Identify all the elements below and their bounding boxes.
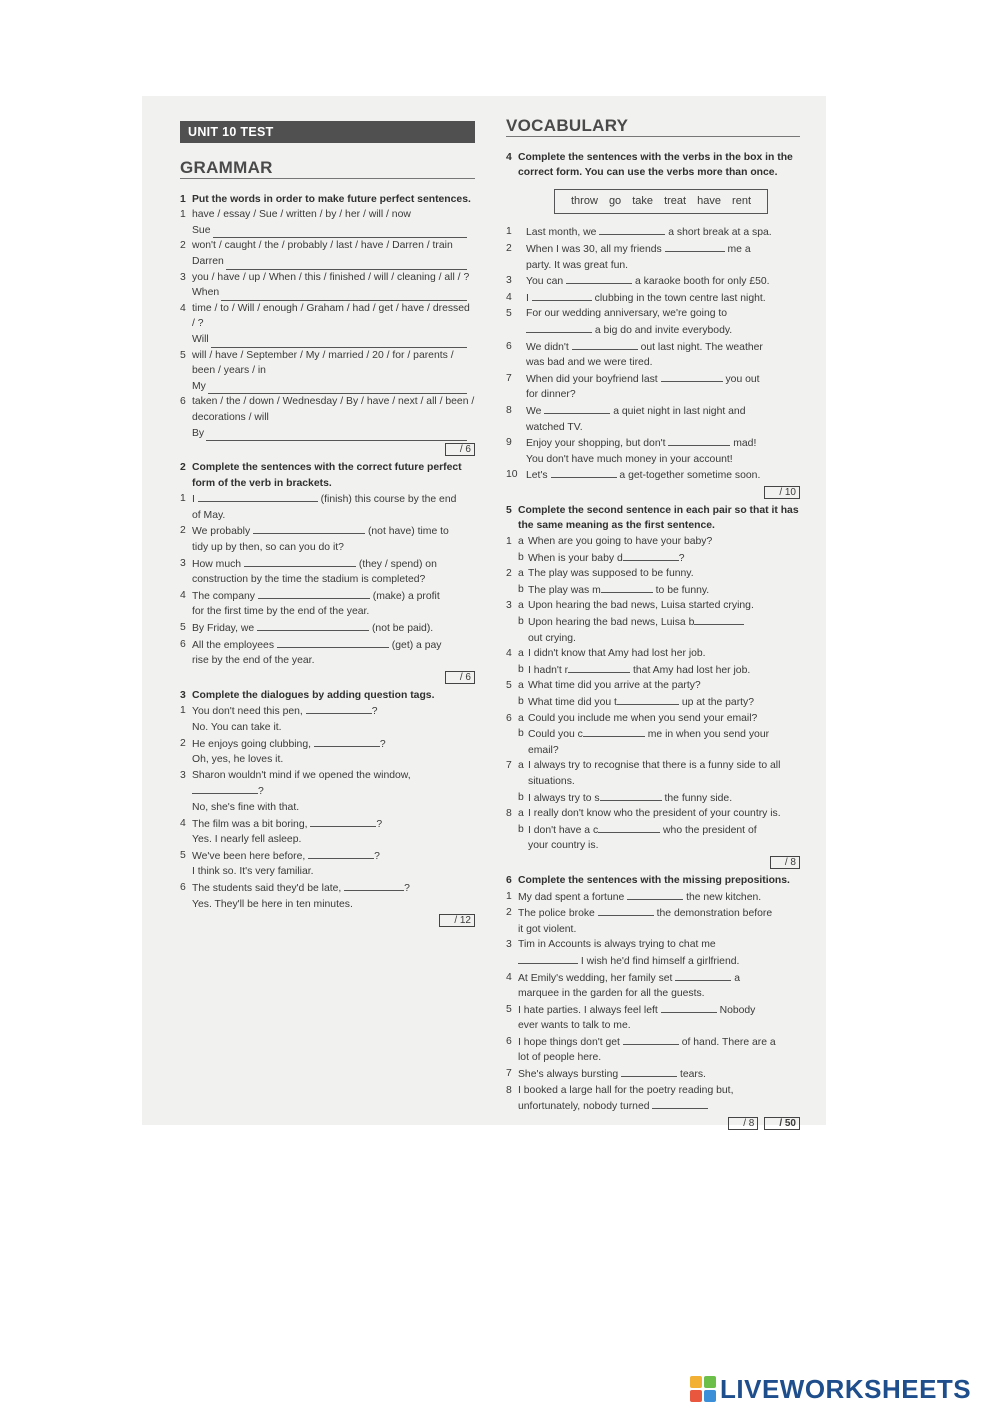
- answer-blank[interactable]: [627, 889, 683, 900]
- list-subitem: b The play was m to be funny.: [518, 583, 710, 596]
- answer-blank[interactable]: [621, 1066, 677, 1077]
- exercise-1-items: [180, 207, 475, 441]
- answer-blank[interactable]: [572, 339, 638, 350]
- logo-mark-icon: [690, 1376, 716, 1402]
- answer-blank[interactable]: [314, 736, 380, 747]
- reply-text: No. You can take it.: [192, 722, 282, 733]
- exercise-4-title: 4 Complete the sentences with the verbs in the box in the correct form. You can use the verbs more than once.: [506, 151, 793, 179]
- list-item: 6 We didn't out last night. The weather: [506, 340, 763, 353]
- answer-blank[interactable]: [661, 1002, 717, 1013]
- left-column: [180, 121, 475, 930]
- exercise-4-items: [506, 224, 800, 484]
- list-item: 2 The police broke the demonstration before: [506, 907, 773, 920]
- answer-blank[interactable]: [551, 467, 617, 478]
- continuation-text: lot of people here.: [518, 1052, 602, 1064]
- list-item: 2 won't / caught / the / probably / last / have / Darren / train: [180, 240, 453, 252]
- answer-line[interactable]: Sue: [180, 223, 475, 239]
- score-box: / 6: [180, 443, 475, 456]
- list-subitem: b Could you c me in when you send your: [518, 728, 770, 741]
- answer-blank[interactable]: [526, 322, 592, 333]
- answer-blank[interactable]: [532, 290, 592, 301]
- answer-line[interactable]: When: [180, 285, 475, 301]
- score-box: / 12: [180, 914, 475, 927]
- reply-text: I think so. It's very familiar.: [192, 866, 314, 878]
- list-item: 6 taken / the / down / Wednesday / By / have / next / all / been / decorations / will: [180, 396, 475, 423]
- list-item: 6 a Could you include me when you send your email?: [506, 712, 758, 724]
- list-subitem: b I don't have a c who the president of: [518, 823, 757, 836]
- list-item: 5 For our wedding anniversary, we're going to: [506, 308, 728, 320]
- list-item: 4 The film was a bit boring, ?: [180, 817, 383, 830]
- continuation-text: of May.: [192, 509, 226, 521]
- answer-blank[interactable]: [599, 224, 665, 235]
- list-item: 5 a What time did you arrive at the party?: [506, 680, 701, 692]
- exercise-2-items: [180, 491, 475, 669]
- continuation-text: party. It was great fun.: [526, 259, 629, 271]
- list-subitem: b Upon hearing the bad news, Luisa b: [506, 614, 800, 631]
- list-item: 5 We've been here before, ?: [180, 849, 380, 862]
- answer-blank[interactable]: [598, 905, 654, 916]
- list-item: 10 Let's a get-together sometime soon.: [506, 469, 761, 482]
- unit-title: UNIT 10 TEST: [180, 121, 475, 143]
- answer-blank[interactable]: [566, 273, 632, 284]
- score-box: / 8 / 50: [506, 1117, 800, 1130]
- list-item: 5 I hate parties. I always feel left Nobody: [506, 1003, 756, 1016]
- list-item: 7 When did your boyfriend last you out: [506, 372, 760, 385]
- exercise-6-title: 6 Complete the sentences with the missing prepositions.: [506, 874, 790, 886]
- list-item: 1 a When are you going to have your baby?: [506, 536, 713, 548]
- reply-text: Oh, yes, he loves it.: [192, 754, 284, 766]
- list-item: 2 a The play was supposed to be funny.: [506, 568, 694, 580]
- list-item: 2 He enjoys going clubbing, ?: [180, 737, 386, 750]
- grammar-title: GRAMMAR: [180, 160, 475, 179]
- exercise-5-items: [506, 534, 800, 854]
- answer-blank[interactable]: [310, 816, 376, 827]
- vocabulary-title: VOCABULARY: [506, 118, 800, 137]
- continuation-text: construction by the time the stadium is completed?: [192, 574, 426, 586]
- answer-blank[interactable]: [258, 588, 370, 599]
- answer-blank[interactable]: [668, 435, 730, 446]
- continuation-text: your country is.: [528, 840, 599, 852]
- list-item: 3 Tim in Accounts is always trying to chat me: [506, 939, 716, 951]
- continuation-text: marquee in the garden for all the guests.: [518, 988, 705, 1000]
- logo-text: LIVEWORKSHEETS: [720, 1373, 972, 1404]
- answer-blank[interactable]: [661, 371, 723, 382]
- exercise-3-items: [180, 703, 475, 912]
- list-item: 5 By Friday, we (not be paid).: [180, 622, 434, 635]
- logo-square-3: [690, 1390, 702, 1402]
- score-box: / 6: [180, 671, 475, 684]
- continuation-text: was bad and we were tired.: [526, 357, 653, 369]
- list-item: 3 you / have / up / When / this / finished / will / cleaning / all / ?: [180, 271, 470, 283]
- verb-box: throw go take treat have rent: [554, 189, 768, 215]
- answer-line[interactable]: My: [180, 379, 475, 395]
- answer-blank[interactable]: [600, 790, 662, 801]
- answer-blank[interactable]: [308, 848, 374, 859]
- answer-blank[interactable]: [623, 550, 679, 561]
- list-item: 7 She's always bursting tears.: [506, 1068, 706, 1081]
- continuation-text: for dinner?: [526, 389, 576, 401]
- continuation-text: email?: [528, 744, 559, 756]
- answer-blank[interactable]: [257, 620, 369, 631]
- reply-text: Yes. They'll be here in ten minutes.: [192, 898, 353, 910]
- answer-blank[interactable]: [623, 1034, 679, 1045]
- answer-blank[interactable]: [544, 403, 610, 414]
- list-item: 3 Sharon wouldn't mind if we opened the window,: [180, 769, 411, 781]
- list-item: 9 Enjoy your shopping, but don't mad!: [506, 437, 757, 450]
- continuation-text: I wish he'd find himself a girlfriend.: [506, 953, 800, 970]
- continuation-text: tidy up by then, so can you do it?: [192, 542, 344, 554]
- answer-blank[interactable]: [277, 637, 389, 648]
- exercise-6-items: [506, 889, 800, 1115]
- score-box: / 8: [506, 856, 800, 869]
- answer-blank[interactable]: [244, 556, 356, 567]
- answer-blank[interactable]: [652, 1098, 708, 1109]
- list-item: 6 All the employees (get) a pay: [180, 638, 442, 651]
- answer-line[interactable]: Will: [180, 332, 475, 348]
- continuation-text: rise by the end of the year.: [192, 655, 315, 667]
- list-item: 4 The company (make) a profit: [180, 589, 440, 602]
- answer-blank[interactable]: [568, 662, 630, 673]
- answer-blank[interactable]: [598, 822, 660, 833]
- list-item: 1 Last month, we a short break at a spa.: [506, 226, 772, 239]
- list-item: 3 You can a karaoke booth for only £50.: [506, 275, 770, 288]
- continuation-text: a big do and invite everybody.: [506, 322, 800, 339]
- list-item: 8 a I really don't know who the president of your country is.: [506, 808, 781, 820]
- list-item: 2 We probably (not have) time to: [180, 525, 449, 538]
- answer-line[interactable]: By: [180, 426, 475, 442]
- answer-blank[interactable]: [665, 241, 725, 252]
- list-item: 1 have / essay / Sue / written / by / her / will / now: [180, 209, 411, 221]
- answer-blank[interactable]: [583, 726, 645, 737]
- list-item: 4 I clubbing in the town centre last night.: [506, 291, 766, 304]
- exercise-5-title: 5 Complete the second sentence in each pair so that it has the same meaning as the first sentence.: [506, 504, 799, 532]
- logo-square-4: [704, 1390, 716, 1402]
- score-box: / 10: [506, 486, 800, 499]
- continuation-text: for the first time by the end of the year.: [192, 606, 370, 618]
- answer-blank[interactable]: [675, 970, 731, 981]
- list-item: 3 a Upon hearing the bad news, Luisa started crying.: [506, 600, 754, 612]
- list-item: 4 At Emily's wedding, her family set a: [506, 971, 740, 984]
- list-item: 8 I booked a large hall for the poetry reading but,: [506, 1084, 734, 1096]
- liveworksheets-logo: [690, 1374, 971, 1404]
- list-item: 8 We a quiet night in last night and: [506, 404, 746, 417]
- list-item: 5 will / have / September / My / married / 20 / for / parents / been / years / in: [180, 349, 454, 377]
- continuation-text: it got violent.: [518, 923, 577, 935]
- answer-blank[interactable]: [344, 880, 404, 891]
- total-score: / 50: [764, 1117, 800, 1130]
- list-item: 2 When I was 30, all my friends me a: [506, 242, 751, 255]
- exercise-3-title: 3 Complete the dialogues by adding question tags.: [180, 689, 435, 701]
- answer-blank[interactable]: [694, 614, 744, 625]
- exercise-2-title: 2 Complete the sentences with the correct future perfect form of the verb in brackets.: [180, 462, 462, 489]
- list-subitem: b I hadn't r that Amy had lost her job.: [518, 663, 751, 676]
- list-item: 1 I (finish) this course by the end: [180, 493, 457, 506]
- logo-square-1: [690, 1376, 702, 1388]
- list-subitem: b I always try to s the funny side.: [518, 791, 733, 804]
- continuation-text: You don't have much money in your account!: [526, 453, 733, 465]
- list-item: 6 The students said they'd be late, ?: [180, 881, 410, 894]
- right-column: [506, 118, 800, 1133]
- list-item: 6 I hope things don't get of hand. There are a: [506, 1035, 776, 1048]
- reply-text: No, she's fine with that.: [192, 801, 300, 813]
- reply-text: Yes. I nearly fell asleep.: [192, 834, 302, 846]
- answer-line[interactable]: Darren: [180, 254, 475, 270]
- answer-blank[interactable]: [198, 491, 318, 502]
- list-subitem: b When is your baby d ?: [518, 551, 685, 564]
- list-subitem: b What time did you t up at the party?: [518, 696, 755, 708]
- continuation-text: watched TV.: [526, 421, 583, 433]
- list-item: 3 How much (they / spend) on: [180, 557, 437, 570]
- answer-blank[interactable]: [253, 523, 365, 534]
- list-item: 4 a I didn't know that Amy had lost her job.: [506, 648, 706, 660]
- answer-blank[interactable]: [601, 582, 653, 593]
- answer-blank[interactable]: [518, 953, 578, 964]
- logo-square-2: [704, 1376, 716, 1388]
- continuation-text: unfortunately, nobody turned: [506, 1098, 800, 1115]
- list-item: 7 a I always try to recognise that there is a funny side to all situations.: [506, 760, 781, 787]
- list-item: 1 My dad spent a fortune the new kitchen.: [506, 890, 762, 903]
- continuation-text: ever wants to talk to me.: [518, 1020, 631, 1032]
- answer-blank[interactable]: [306, 703, 372, 714]
- list-item: 4 time / to / Will / enough / Graham / had / get / have / dressed / ?: [180, 302, 470, 330]
- continuation-text: out crying.: [528, 632, 576, 644]
- answer-line[interactable]: ?: [180, 783, 475, 800]
- exercise-1-title: 1 Put the words in order to make future perfect sentences.: [180, 193, 471, 205]
- list-item: 1 You don't need this pen, ?: [180, 705, 378, 718]
- answer-blank[interactable]: [617, 694, 679, 705]
